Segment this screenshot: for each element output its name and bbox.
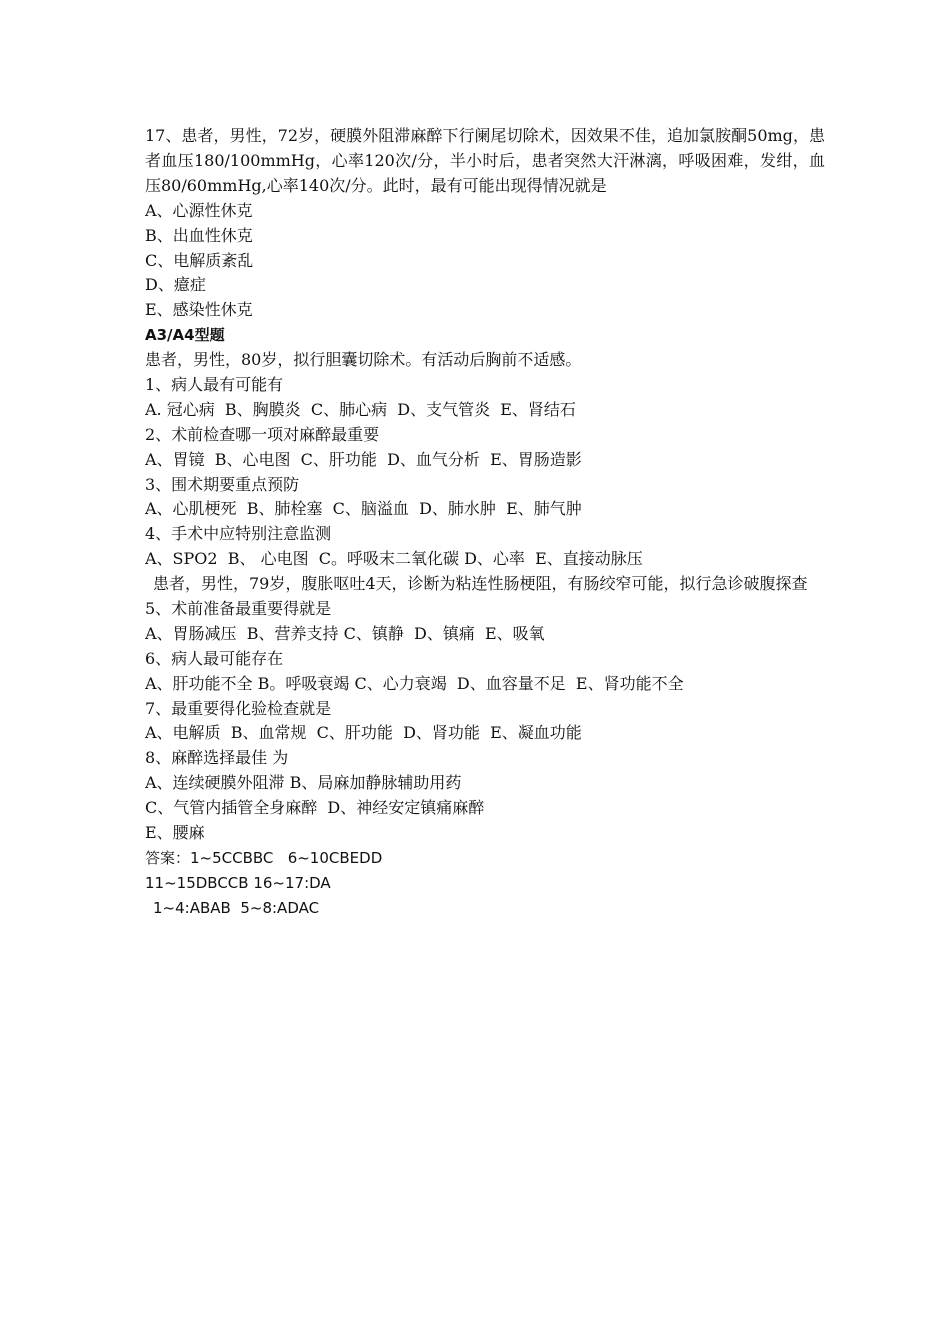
answers-line-3: 1~4:ABAB 5~8:ADAC <box>153 898 320 917</box>
question-8-options-cd: C、气管内插管全身麻醉 D、神经安定镇痛麻醉 <box>145 798 485 818</box>
question-1-options: A. 冠心病 B、胸膜炎 C、肺心病 D、支气管炎 E、肾结石 <box>145 399 576 419</box>
question-5: 5、术前准备最重要得就是 <box>145 598 332 618</box>
question-2-options: A、胃镜 B、心电图 C、肝功能 D、血气分析 E、胃肠造影 <box>145 449 582 469</box>
question-4-options: A、SPO2 B、 心电图 C。呼吸末二氧化碳 D、心率 E、直接动脉压 <box>145 549 643 569</box>
question-8: 8、麻醉选择最佳 为 <box>145 748 289 768</box>
question-17-option-b: B、出血性休克 <box>145 225 253 245</box>
case-1-intro: 患者，男性，80岁，拟行胆囊切除术。有活动后胸前不适感。 <box>145 350 582 370</box>
question-4: 4、手术中应特别注意监测 <box>145 524 332 544</box>
question-1: 1、病人最有可能有 <box>145 374 284 394</box>
question-17-option-a: A、心源性休克 <box>145 200 253 220</box>
question-7-options: A、电解质 B、血常规 C、肝功能 D、肾功能 E、凝血功能 <box>145 723 582 743</box>
question-17-stem: 17、患者，男性，72岁，硬膜外阻滞麻醉下行阑尾切除术，因效果不佳，追加氯胺酮50mg，患者血压180/100mmHg，心率120次/分，半小时后，患者突然大汗淋漓，呼吸困难，发绀，血压80/60mmHg,心率140次/分。此时，最有可能出现得情况就是 <box>145 126 825 195</box>
question-7: 7、最重要得化验检查就是 <box>145 698 332 718</box>
answers-line-2: 11~15DBCCB 16~17:DA <box>145 873 331 892</box>
question-6-options: A、肝功能不全 B。呼吸衰竭 C、心力衰竭 D、血容量不足 E、肾功能不全 <box>145 673 684 693</box>
question-3: 3、围术期要重点预防 <box>145 474 300 494</box>
document-content <box>145 124 825 921</box>
question-6: 6、病人最可能存在 <box>145 648 284 668</box>
question-5-options: A、胃肠减压 B、营养支持 C、镇静 D、镇痛 E、吸氧 <box>145 623 545 643</box>
question-17-option-c: C、电解质紊乱 <box>145 250 254 270</box>
question-17-option-d: D、癔症 <box>145 275 206 295</box>
section-heading: A3/A4型题 <box>145 326 225 345</box>
question-8-option-e: E、腰麻 <box>145 823 205 842</box>
case-2-intro: 患者，男性，79岁，腹胀呕吐4天，诊断为粘连性肠梗阻，有肠绞窄可能，拟行急诊破腹探查 <box>153 574 808 594</box>
question-17-option-e: E、感染性休克 <box>145 300 253 320</box>
answers-line-1: 答案：1~5CCBBC 6~10CBEDD <box>145 848 383 867</box>
question-2: 2、术前检查哪一项对麻醉最重要 <box>145 424 380 444</box>
question-8-options-ab: A、连续硬膜外阻滞 B、局麻加静脉辅助用药 <box>145 773 462 793</box>
question-3-options: A、心肌梗死 B、肺栓塞 C、脑溢血 D、肺水肿 E、肺气肿 <box>145 499 582 519</box>
